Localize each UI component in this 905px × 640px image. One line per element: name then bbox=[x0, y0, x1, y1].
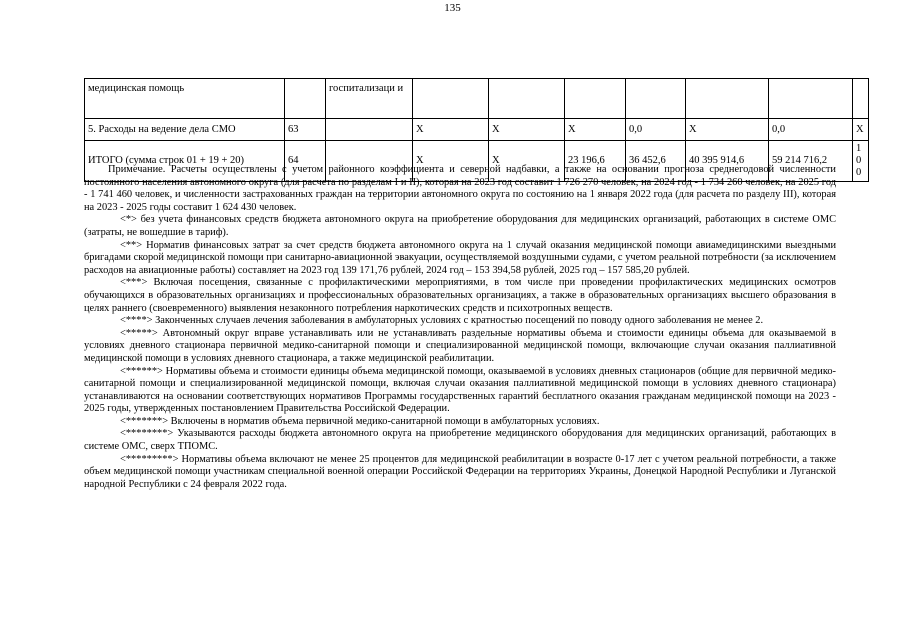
table-cell: X bbox=[853, 119, 869, 141]
footnotes bbox=[84, 164, 836, 491]
table-cell bbox=[413, 79, 489, 119]
table-cell: 100 bbox=[853, 141, 869, 182]
table-cell bbox=[626, 79, 686, 119]
table-cell: X bbox=[489, 119, 565, 141]
table-cell: 0,0 bbox=[626, 119, 686, 141]
footnote: <*********> Нормативы объема включают не менее 25 процентов для медицинской реабилитации в возрасте 0-17 лет с учетом реальной потребности, а также объем медицинской помощи участникам специальной военной операции Российской Федерации на территориях Украины, Донецкой Народной Республики и Луганской народной Республики с 24 февраля 2022 года. bbox=[84, 453, 836, 490]
table-cell: X bbox=[686, 119, 769, 141]
table-cell: 5. Расходы на ведение дела СМО bbox=[85, 119, 285, 141]
footnote: <*> без учета финансовых средств бюджета автономного округа на приобретение оборудования для медицинских организаций, работающих в системе ОМС (затраты, не вошедшие в тариф). bbox=[84, 214, 836, 238]
footnote: <*****> Автономный округ вправе устанавливать или не устанавливать раздельные нормативы объема и стоимости единицы объема для оказываемой в условиях дневного стационара первичной медико-санитарной помощи и специализированной медицинской помощи, включающие случаи оказания паллиативной медицинской помощи в условиях дневного стационара, а также медицинской реабилитации. bbox=[84, 327, 836, 364]
table-cell: 64 bbox=[285, 141, 326, 182]
table-row bbox=[85, 79, 869, 119]
table-cell bbox=[285, 79, 326, 119]
table-cell bbox=[489, 79, 565, 119]
footnote: <*******> Включены в норматив объема первичной медико-санитарной помощи в амбулаторных условиях. bbox=[120, 415, 600, 427]
footnote: <******> Нормативы объема и стоимости единицы объема медицинской помощи, оказываемой в условиях дневных стационаров (общие для первичной медико-санитарной помощи и специализированной медицинской помощи, включая случаи оказания паллиативной медицинской помощи в условиях дневного стационара) устанавливаются на основании соответствующих нормативов Программы государственных гарантий бесплатного оказания гражданам медицинской помощи на 2023 - 2025 годы, утвержденных постановлением Правительства Российской Федерации. bbox=[84, 365, 836, 415]
page-number: 135 bbox=[444, 2, 461, 14]
table-cell bbox=[565, 79, 626, 119]
table-cell: X bbox=[489, 141, 565, 182]
table-cell bbox=[686, 79, 769, 119]
table-cell bbox=[326, 119, 413, 141]
footnote: <**> Норматив финансовых затрат за счет средств бюджета автономного округа на 1 случай оказания медицинской помощи авиамедицинскими выездными бригадами скорой медицинской помощи при санитарно-авиационной эвакуации, осуществляемой воздушными судами, с учетом реальной потребности (за исключением расходов на авиационные работы) составляет на 2023 год 139 171,76 рублей, 2024 год – 153 394,58 рублей, 2025 год – 157 585,20 рублей. bbox=[84, 239, 836, 276]
table-cell: госпитализаци и bbox=[326, 79, 413, 119]
table-cell bbox=[769, 79, 853, 119]
table-cell: 59 214 716,2 bbox=[769, 141, 853, 182]
footnote: <********> Указываются расходы бюджета автономного округа на приобретение медицинского оборудования для медицинских организаций, работающих в системе ОМС, сверх ТПОМС. bbox=[84, 428, 836, 453]
table-cell: 23 196,6 bbox=[565, 141, 626, 182]
table-cell: X bbox=[413, 119, 489, 141]
table-cell bbox=[853, 79, 869, 119]
table-cell: 40 395 914,6 bbox=[686, 141, 769, 182]
table-cell: ИТОГО (сумма строк 01 + 19 + 20) bbox=[85, 141, 285, 182]
footnote: <****> Законченных случаев лечения заболевания в амбулаторных условиях с кратностью посещений по поводу одного заболевания не менее 2. bbox=[120, 315, 764, 327]
note-main: Примечание. Расчеты осуществлены с учетом районного коэффициента и северной надбавки, а также на основании прогноза среднегодовой численности постоянного населения автономного округа (для расчета по разделам I и II), которая на 2023 год составит 1 726 270 человек, на 2024 год - 1 734 260 человек, на 2025 год - 1 741 460 человек, и численности застрахованных граждан на территории автономного округа по состоянию на 1 января 2022 года (для расчета по разделу III), которая на 2023 - 2025 годы составит 1 624 430 человек. bbox=[84, 164, 836, 213]
table-cell: медицинская помощь bbox=[85, 79, 285, 119]
table-cell: 36 452,6 bbox=[626, 141, 686, 182]
table-cell: 63 bbox=[285, 119, 326, 141]
table-cell: X bbox=[565, 119, 626, 141]
table-cell: X bbox=[413, 141, 489, 182]
table-row bbox=[85, 119, 869, 141]
table-cell: 0,0 bbox=[769, 119, 853, 141]
footnote: <***> Включая посещения, связанные с профилактическими мероприятиями, в том числе при проведении профилактических медицинских осмотров обучающихся в образовательных организациях и профессиональных образовательных организациях, а также в образовательных организациях высшего образования в целях раннего (своевременного) выявления незаконного потребления наркотических средств и психотропных веществ. bbox=[84, 277, 836, 314]
